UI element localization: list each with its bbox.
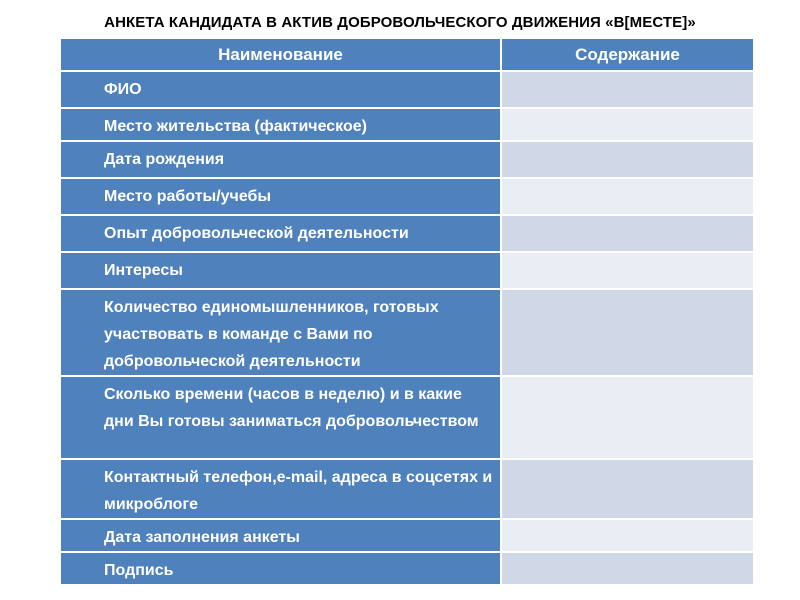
row-label-birth-date: Дата рождения	[61, 141, 501, 178]
row-value-fill-date[interactable]	[501, 519, 753, 552]
row-value-work-study[interactable]	[501, 178, 753, 215]
table-row	[61, 252, 753, 289]
row-value-interests[interactable]	[501, 252, 753, 289]
column-header-name: Наименование	[61, 39, 501, 71]
row-label-fio: ФИО	[61, 71, 501, 108]
table-row	[61, 552, 753, 585]
table-header-row	[61, 39, 753, 71]
page-title: АНКЕТА КАНДИДАТА В АКТИВ ДОБРОВОЛЬЧЕСКОГО ДВИЖЕНИЯ «В[МЕСТЕ]»	[104, 14, 696, 31]
table-row	[61, 289, 753, 376]
row-label-contacts: Контактный телефон,e-mail, адреса в соцсетях и микроблоге	[61, 459, 501, 519]
questionnaire-table	[61, 39, 753, 586]
table-row	[61, 141, 753, 178]
row-value-birth-date[interactable]	[501, 141, 753, 178]
row-label-signature: Подпись	[61, 552, 501, 585]
table-row	[61, 108, 753, 141]
row-label-interests: Интересы	[61, 252, 501, 289]
table-row	[61, 459, 753, 519]
table-row	[61, 215, 753, 252]
table-row	[61, 376, 753, 459]
row-value-volunteer-experience[interactable]	[501, 215, 753, 252]
table-row	[61, 71, 753, 108]
row-value-contacts[interactable]	[501, 459, 753, 519]
row-label-like-minded-count: Количество единомышленников, готовых участвовать в команде с Вами по добровольческой деятельности	[61, 289, 501, 376]
column-header-content: Содержание	[501, 39, 753, 71]
row-value-fio[interactable]	[501, 71, 753, 108]
table-row	[61, 519, 753, 552]
row-value-available-time[interactable]	[501, 376, 753, 459]
row-value-residence[interactable]	[501, 108, 753, 141]
table-row	[61, 178, 753, 215]
row-label-available-time: Сколько времени (часов в неделю) и в какие дни Вы готовы заниматься добровольчеством	[61, 376, 501, 459]
row-value-like-minded-count[interactable]	[501, 289, 753, 376]
row-label-work-study: Место работы/учебы	[61, 178, 501, 215]
row-label-volunteer-experience: Опыт добровольческой деятельности	[61, 215, 501, 252]
row-label-fill-date: Дата заполнения анкеты	[61, 519, 501, 552]
row-label-residence: Место жительства (фактическое)	[61, 108, 501, 141]
row-value-signature[interactable]	[501, 552, 753, 585]
